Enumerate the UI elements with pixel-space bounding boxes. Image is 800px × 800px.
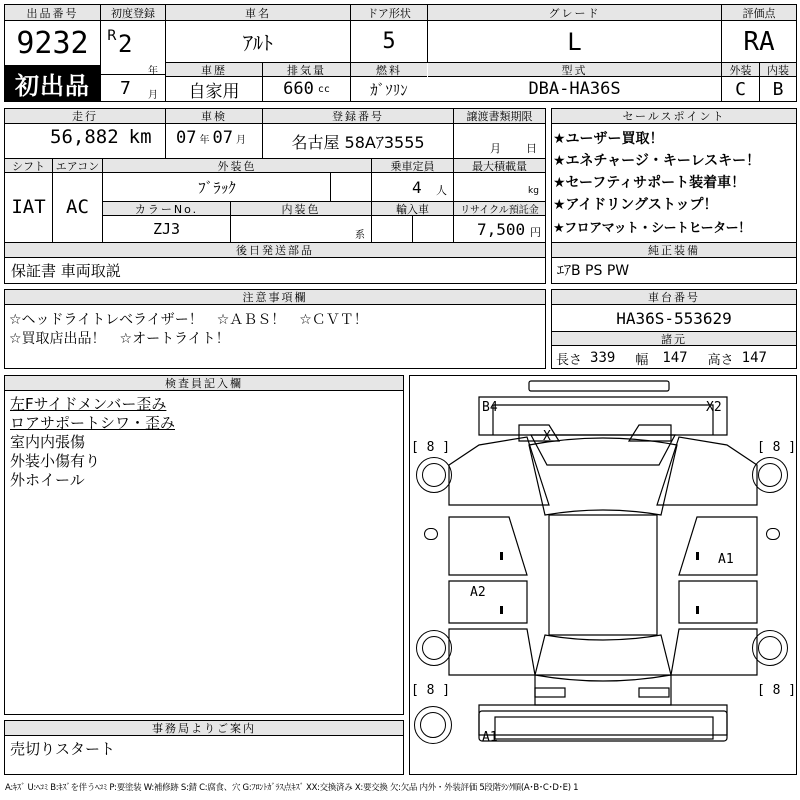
front-right-wheel-inner (758, 463, 782, 487)
ac-value: AC (66, 196, 89, 218)
damage-mark-x2: X2 (706, 400, 722, 415)
lot-number: 9232 (16, 25, 89, 61)
mileage-unit: km (128, 126, 152, 148)
length-value: 339 (590, 350, 616, 366)
width-value: 147 (662, 350, 688, 366)
later-parts-label: 後日発送部品 (5, 243, 545, 258)
damage-mark-b4: B4 (482, 400, 498, 415)
sales-point-item: ★アイドリングストップ！ (553, 197, 718, 213)
displacement-unit: cc (317, 83, 330, 95)
import-label: 輸入車 (372, 202, 453, 216)
tire-front-right: [ 8 ] (757, 440, 797, 455)
load-label: 最大積載量 (454, 159, 545, 173)
left-mirror (424, 528, 438, 540)
color-no-value: ZJ3 (152, 220, 181, 238)
mileage-value (50, 126, 152, 148)
year-unit: 年 (148, 66, 158, 77)
transfer-day: 日 (526, 142, 537, 155)
width-label: 幅 (635, 352, 649, 368)
capacity-label: 乗車定員 (372, 159, 453, 173)
tire-front-left: [ 8 ] (411, 440, 451, 455)
damage-mark-a2-left: A2 (470, 585, 486, 600)
damage-mark-a1-rear: A1 (482, 730, 498, 745)
height-value: 147 (741, 350, 767, 366)
ac-label: エアコン (53, 159, 102, 173)
damage-mark-a1-right: A1 (718, 552, 734, 567)
rear-left-wheel-inner (422, 636, 446, 660)
car-name-label: 車名 (166, 5, 350, 21)
inspection-value (176, 128, 246, 148)
inspection-label: 車検 (166, 109, 262, 124)
door-label: ドア形状 (351, 5, 427, 21)
equip-label: 純正装備 (552, 243, 796, 258)
reg-number-value: 名古屋 58Aｱ3555 (291, 132, 425, 152)
lot-label: 出品番号 (5, 5, 100, 21)
inspector-line: ロアサポートシワ・歪み (10, 414, 176, 432)
sales-point-item: ★エネチャージ・キーレスキー！ (553, 153, 761, 169)
fuel-label: 燃料 (351, 63, 427, 77)
exterior-value: C (735, 78, 746, 100)
inspector-line: 外装小傷有り (10, 452, 101, 470)
equip-value: ｴｱB PS PW (557, 263, 630, 279)
grade-label: グレード (428, 5, 721, 21)
height-label: 高さ (707, 352, 734, 368)
model-label: 型式 (428, 63, 721, 77)
insp-month: 07 (212, 128, 233, 148)
displacement-value (263, 77, 350, 101)
first-listing-badge: 初出品 (5, 65, 100, 101)
reg-number-label: 登録番号 (263, 109, 453, 124)
sales-point-item: ★セーフティサポート装着車！ (553, 175, 746, 191)
recycle-label: リサイクル預託金 (454, 202, 545, 216)
insp-year-unit: 年 (199, 134, 210, 146)
chassis-number: HA36S-553629 (616, 308, 732, 328)
dims-values (556, 348, 796, 368)
reg-year: 2 (118, 30, 133, 58)
mileage-label: 走行 (5, 109, 165, 124)
chassis-label: 車台番号 (552, 290, 796, 305)
displacement-label: 排気量 (263, 63, 350, 77)
insp-month-unit: 月 (235, 134, 246, 146)
office-text: 売切りスタート (10, 739, 116, 758)
grade-value: L (567, 27, 582, 56)
month-unit: 月 (148, 90, 158, 101)
front-left-wheel-inner (422, 463, 446, 487)
shift-value: IAT (11, 196, 46, 218)
int-color-label: 内装色 (231, 202, 371, 216)
dims-label: 諸元 (552, 332, 796, 346)
tire-rear-right: [ 8 ] (757, 683, 797, 698)
right-mirror (766, 528, 780, 540)
fuel-value: ｶﾞｿﾘﾝ (370, 80, 408, 99)
ext-color-value: ﾌﾞﾗｯｸ (198, 178, 236, 197)
ext-color-label: 外装色 (103, 159, 371, 173)
score-value: RA (743, 26, 775, 57)
interior-value: B (772, 78, 784, 100)
sales-points-list (553, 127, 797, 237)
shift-label: シフト (5, 159, 52, 173)
transfer-month: 月 (490, 142, 501, 155)
score-label: 評価点 (722, 5, 796, 21)
door-handle (696, 606, 699, 614)
capacity-unit: 人 (436, 184, 447, 197)
rear-right-wheel-inner (758, 636, 782, 660)
load-unit: kg (528, 186, 539, 196)
sales-point-item: ★フロアマット・シートヒーター！ (553, 220, 751, 236)
inspector-line: 左Fサイドメンバー歪み (10, 395, 167, 413)
door-value: 5 (382, 29, 396, 54)
color-no-label: カラーNo. (103, 202, 230, 216)
sales-label: セールスポイント (552, 109, 796, 124)
model-value: DBA-HA36S (528, 79, 621, 99)
legend: A:ｷｽﾞ U:ﾍｺﾐ B:ｷｽﾞを伴うﾍｺﾐ P:要塗装 W:補修跡 S:錆 C:腐食、穴 G:ﾌﾛﾝﾄｶﾞﾗｽ点ｷｽﾞ XX:交換済み X:要交換 欠:欠品 内外・外装評価 5段階ﾗﾝｸ順(A･B･C･D･E) 1 (5, 783, 579, 793)
car-outline (409, 375, 797, 775)
spare-wheel-inner (420, 712, 446, 738)
first-reg-label: 初度登録 (101, 5, 165, 21)
door-handle (696, 552, 699, 560)
exterior-label: 外装 (722, 63, 759, 77)
era: R (107, 28, 117, 44)
office-label: 事務局よりご案内 (5, 721, 403, 736)
length-label: 長さ (556, 352, 583, 368)
damage-mark-x: X (543, 429, 551, 444)
insp-year: 07 (176, 128, 197, 148)
transfer-label: 譲渡書類期限 (454, 109, 545, 124)
displacement-number: 660 (283, 79, 314, 99)
inspector-label: 検査員記入欄 (5, 376, 403, 391)
recycle-unit: 円 (530, 226, 541, 239)
mileage-number: 56,882 (50, 126, 119, 148)
inspector-notes (10, 394, 175, 489)
history-label: 車歴 (166, 63, 262, 77)
inspector-line: 外ホイール (10, 471, 85, 489)
recycle-value: 7,500 (477, 220, 526, 239)
notes-line-1: ☆ヘッドライトレベライザー！ ☆ＡＢＳ！ ☆ＣＶＴ！ (9, 312, 368, 328)
car-name: ｱﾙﾄ (243, 31, 273, 55)
notes-line-2: ☆買取店出品！ ☆オートライト！ (9, 331, 230, 347)
sales-point-item: ★ユーザー買取！ (553, 131, 664, 147)
int-color-unit: 系 (355, 230, 365, 241)
notes-label: 注意事項欄 (5, 290, 545, 305)
later-parts-value: 保証書 車両取説 (11, 261, 121, 280)
reg-month: 7 (120, 78, 131, 99)
door-handle (500, 552, 503, 560)
capacity-value: 4 (412, 178, 422, 197)
inspector-line: 室内内張傷 (10, 433, 86, 451)
history-value: 自家用 (188, 81, 240, 101)
door-handle (500, 606, 503, 614)
interior-label: 内装 (760, 63, 796, 77)
tire-rear-left: [ 8 ] (411, 683, 451, 698)
